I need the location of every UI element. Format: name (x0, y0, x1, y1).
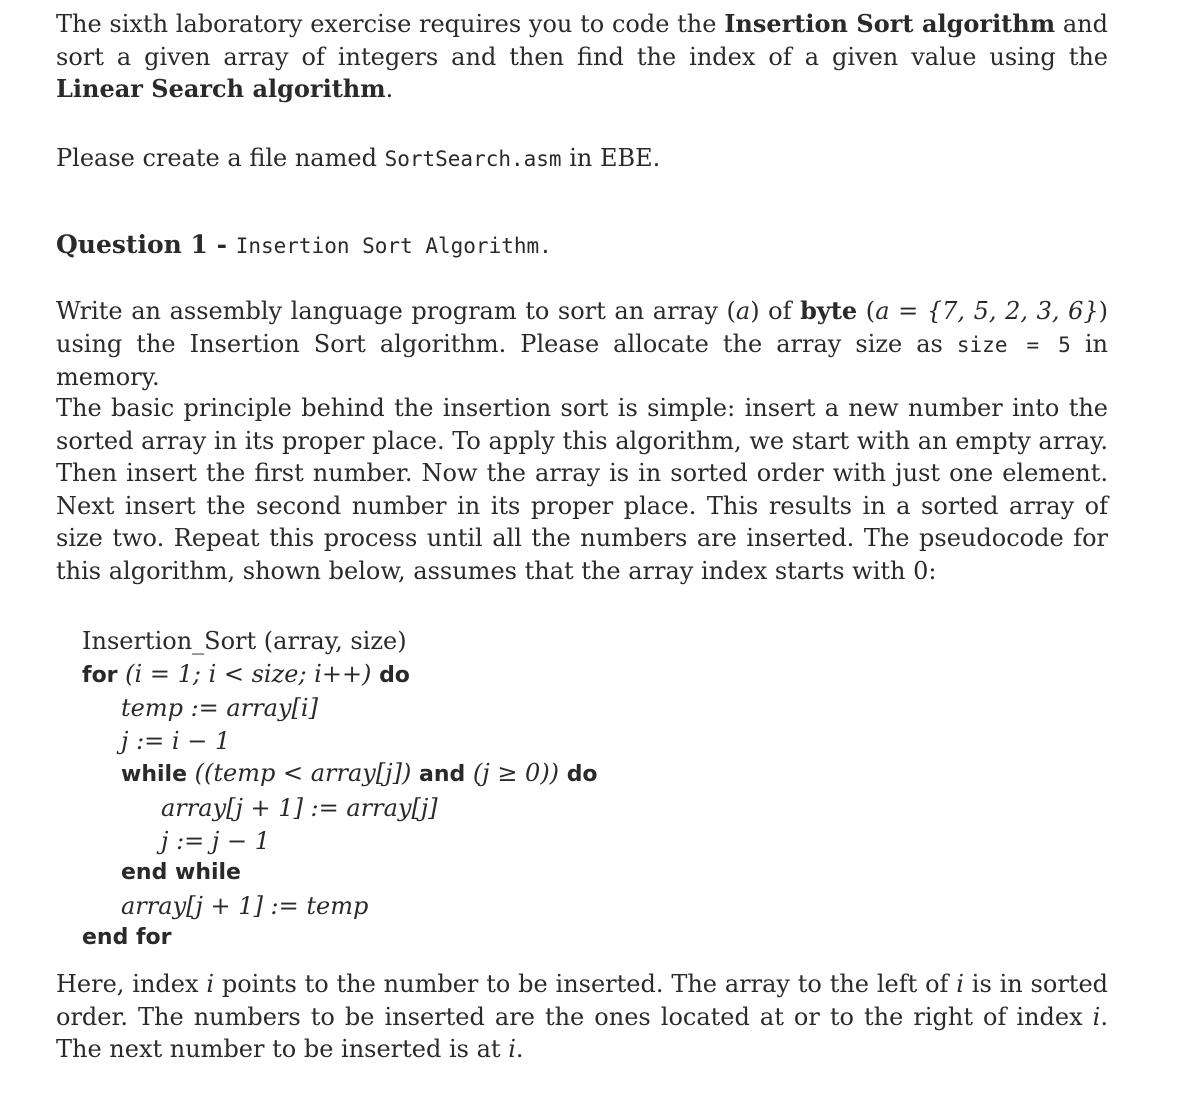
pseudocode-end-for: end for (82, 925, 172, 951)
while-do-keyword: do (566, 762, 598, 788)
pseudocode-j-line: j := i − 1 (121, 726, 231, 755)
for-keyword: for (82, 662, 118, 688)
byte-term: byte (800, 296, 858, 325)
array-definition: a = {7, 5, 2, 3, 6} (875, 297, 1099, 325)
while-keyword: while (121, 762, 187, 788)
pseudocode-jdec-line: j := j − 1 (161, 826, 270, 855)
file-note-paragraph (56, 142, 660, 176)
pseudocode-while-line (82, 757, 598, 792)
task-var: a (735, 297, 751, 325)
intro-text-2: and sort a given array of integers and then find the index of a given value using the (56, 10, 1108, 71)
pseudocode-temp-line: temp := array[i] (121, 694, 318, 723)
file-note-text-2: in EBE. (561, 144, 661, 172)
task-text-2: ) of (750, 297, 801, 325)
pseudocode-end-while: end while (121, 860, 241, 886)
closing-text-5: . (515, 1035, 524, 1063)
and-keyword: and (418, 762, 466, 788)
pseudocode-insert-line: array[j + 1] := temp (121, 891, 369, 920)
pseudocode-shift-line: array[j + 1] := array[j] (161, 793, 438, 822)
pseudocode-block (82, 625, 598, 955)
file-name: SortSearch.asm (384, 147, 562, 171)
closing-paragraph (56, 968, 1108, 1066)
question-title: Insertion Sort Algorithm. (235, 234, 552, 258)
task-text-5: in memory. (56, 329, 1108, 391)
pseudocode-header: Insertion_Sort (array, size) (82, 627, 407, 655)
index-var-4: i (508, 1035, 516, 1063)
task-text-3: ( (857, 297, 876, 325)
question-heading (56, 229, 552, 262)
while-condition-2: (j ≥ 0)) (465, 759, 567, 788)
pseudocode-for-line (82, 658, 598, 693)
insertion-sort-term: Insertion Sort algorithm (724, 9, 1056, 38)
task-text-4: ) using the Insertion Sort algorithm. Please allocate the array size as (56, 297, 1109, 358)
task-paragraph (56, 295, 1108, 394)
principle-paragraph: The basic principle behind the insertion sort is simple: insert a new number into the sorted array in its proper place. To apply this algorithm, we start with an empty array. Then insert the first number. Now the array is in sorted order with just one element. Next insert the second number in its proper place. This results in a sorted array of size two. Repeat this process until all the numbers are inserted. The pseudocode for this algorithm, shown below, assumes that the array index starts with 0: (56, 394, 1108, 585)
closing-text-2: points to the number to be inserted. The array to the left of (214, 970, 957, 998)
intro-paragraph (56, 8, 1108, 106)
file-note-text-1: Please create a file named (56, 144, 385, 172)
linear-search-term: Linear Search algorithm (56, 74, 386, 103)
while-condition-1: ((temp < array[j]) (187, 759, 419, 788)
intro-text-1: The sixth laboratory exercise requires you to code the (56, 10, 725, 38)
do-keyword: do (379, 662, 410, 688)
closing-text-3: is in sorted order. The numbers to be inserted are the ones located at or to the right of index (56, 970, 1109, 1031)
task-text-1: Write an assembly language program to sort an array ( (56, 297, 736, 325)
closing-text-4: . The next number to be inserted is at (56, 1002, 1108, 1063)
index-var-1: i (206, 970, 215, 998)
for-condition: (i = 1; i < size; i++) (117, 659, 380, 688)
closing-text-1: Here, index (56, 970, 207, 998)
index-var-2: i (956, 970, 964, 998)
question-label: Question 1 - (56, 230, 236, 259)
index-var-3: i (1092, 1002, 1101, 1031)
size-code: size = 5 (956, 332, 1071, 357)
intro-text-3: . (385, 75, 394, 103)
